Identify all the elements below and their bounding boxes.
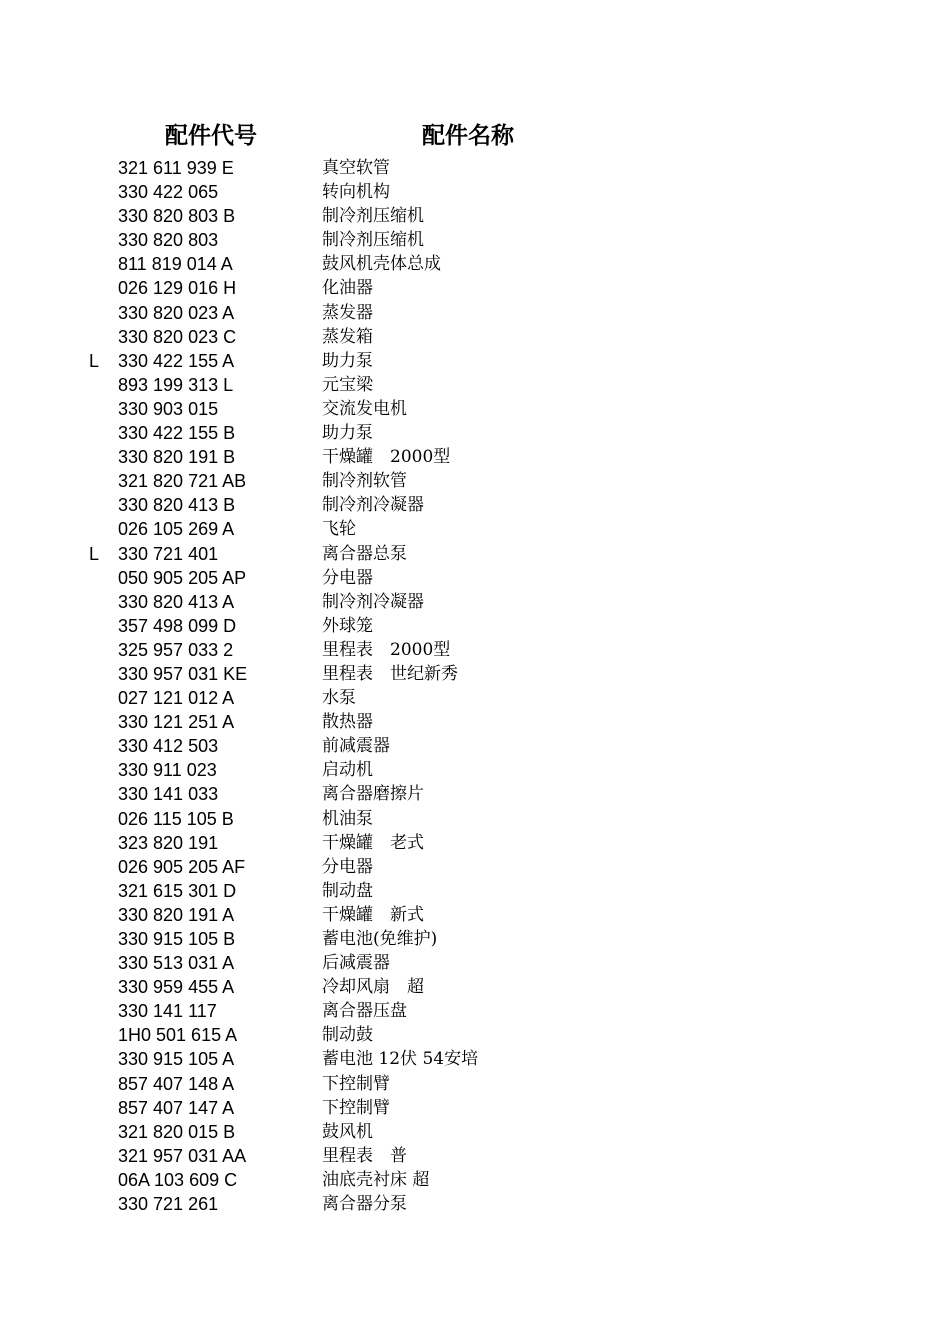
part-name: 助力泵 <box>322 350 373 371</box>
part-name: 干燥罐 2000型 <box>322 447 451 468</box>
table-row <box>0 517 950 541</box>
part-code: 857 407 148 A <box>118 1073 235 1094</box>
table-row <box>0 951 950 975</box>
part-code: 027 121 012 A <box>118 688 235 709</box>
table-row <box>0 1192 950 1216</box>
table-row <box>0 276 950 300</box>
table-row <box>0 1047 950 1071</box>
part-name: 前减震器 <box>322 736 390 757</box>
table-row <box>0 903 950 927</box>
part-code: 330 121 251 A <box>118 712 235 733</box>
part-name: 真空软管 <box>322 158 390 178</box>
part-name: 转向机构 <box>322 182 390 203</box>
part-code: 321 820 721 AB <box>118 471 247 492</box>
part-name: 里程表 普 <box>322 1145 407 1166</box>
table-row <box>0 566 950 590</box>
table-row <box>0 1096 950 1120</box>
part-code: 330 820 191 A <box>118 904 235 925</box>
part-name: 制冷剂压缩机 <box>322 206 424 227</box>
part-name: 制冷剂冷凝器 <box>322 495 424 516</box>
part-name: 化油器 <box>322 278 373 299</box>
part-name: 机油泵 <box>322 808 373 829</box>
part-code: 330 820 803 <box>118 230 219 251</box>
table-row <box>0 782 950 806</box>
part-code: 321 957 031 AA <box>118 1145 247 1166</box>
table-row <box>0 710 950 734</box>
part-code: 811 819 014 A <box>118 254 233 275</box>
row-flag: L <box>89 543 100 564</box>
part-code: 330 959 455 A <box>118 977 235 998</box>
part-code: 893 199 313 L <box>118 374 234 395</box>
part-name: 水泵 <box>322 688 356 709</box>
part-name: 飞轮 <box>322 519 356 540</box>
header-part-code: 配件代号 <box>165 123 257 149</box>
part-name: 制动鼓 <box>322 1025 373 1046</box>
part-code: 1H0 501 615 A <box>118 1025 238 1046</box>
table-row <box>0 927 950 951</box>
part-code: 330 513 031 A <box>118 953 235 974</box>
part-name: 蓄电池(免维护) <box>322 929 438 949</box>
table-row <box>0 349 950 373</box>
part-name: 干燥罐 老式 <box>322 832 424 853</box>
table-row <box>0 638 950 662</box>
part-code: 857 407 147 A <box>118 1097 235 1118</box>
part-name: 下控制臂 <box>322 1097 390 1118</box>
part-code: 321 611 939 E <box>118 158 234 178</box>
table-row <box>0 1023 950 1047</box>
part-name: 制动盘 <box>322 880 373 901</box>
table-row <box>0 252 950 276</box>
part-code: 357 498 099 D <box>118 615 237 636</box>
table-row <box>0 975 950 999</box>
table-row <box>0 807 950 831</box>
part-code: 330 422 155 B <box>118 423 236 444</box>
table-row <box>0 469 950 493</box>
table-row <box>0 999 950 1023</box>
table-row <box>0 180 950 204</box>
part-name: 里程表 2000型 <box>322 639 451 660</box>
part-code: 026 905 205 AF <box>118 856 246 877</box>
part-code: 026 129 016 H <box>118 278 237 299</box>
part-code: 330 820 803 B <box>118 206 236 227</box>
table-row <box>0 831 950 855</box>
table-row <box>0 1072 950 1096</box>
part-code: 330 412 503 <box>118 736 219 757</box>
part-name: 制冷剂软管 <box>322 471 407 492</box>
table-row <box>0 686 950 710</box>
part-code: 330 820 191 B <box>118 447 236 468</box>
table-row <box>0 445 950 469</box>
part-code: 050 905 205 AP <box>118 567 247 588</box>
part-code: 330 141 117 <box>118 1001 217 1022</box>
part-name: 散热器 <box>322 712 373 733</box>
part-code: 026 115 105 B <box>118 808 234 829</box>
part-name: 冷却风扇 超 <box>322 977 424 998</box>
part-name: 干燥罐 新式 <box>322 904 424 925</box>
table-row <box>0 204 950 228</box>
part-name: 助力泵 <box>322 423 373 444</box>
table-row <box>0 879 950 903</box>
part-name: 离合器总泵 <box>322 543 407 564</box>
part-code: 330 957 031 KE <box>118 663 248 684</box>
part-name: 离合器分泵 <box>322 1194 407 1215</box>
table-row <box>0 325 950 349</box>
part-name: 启动机 <box>322 760 373 781</box>
table-row <box>0 493 950 517</box>
part-code: 330 721 261 <box>118 1194 219 1215</box>
part-code: 330 820 413 B <box>118 495 236 516</box>
table-row <box>0 734 950 758</box>
part-code: 330 422 155 A <box>118 350 235 371</box>
part-name: 分电器 <box>322 856 373 877</box>
part-code: 330 820 023 A <box>118 302 235 323</box>
part-name: 外球笼 <box>322 615 373 636</box>
part-code: 330 141 033 <box>118 784 219 805</box>
part-code: 330 911 023 <box>118 760 217 781</box>
part-code: 321 820 015 B <box>118 1121 236 1142</box>
table-row <box>0 758 950 782</box>
part-code: 026 105 269 A <box>118 519 235 540</box>
row-flag: L <box>89 350 100 371</box>
part-name: 后减震器 <box>322 953 390 974</box>
part-name: 制冷剂压缩机 <box>322 230 424 251</box>
part-name: 交流发电机 <box>322 398 407 419</box>
table-row <box>0 614 950 638</box>
part-code: 325 957 033 2 <box>118 639 234 660</box>
part-name: 鼓风机 <box>322 1121 373 1142</box>
part-name: 里程表 世纪新秀 <box>322 663 458 684</box>
table-row <box>0 301 950 325</box>
part-code: 330 422 065 <box>118 182 219 203</box>
part-name: 鼓风机壳体总成 <box>322 254 441 275</box>
part-name: 分电器 <box>322 567 373 588</box>
part-code: 323 820 191 <box>118 832 219 853</box>
table-row <box>0 156 950 180</box>
header-part-name: 配件名称 <box>422 123 514 149</box>
parts-list <box>0 156 950 1216</box>
part-name: 离合器磨擦片 <box>322 784 424 805</box>
table-row <box>0 228 950 252</box>
part-name: 蓄电池 12伏 54安培 <box>322 1049 479 1070</box>
table-row <box>0 421 950 445</box>
table-row <box>0 1168 950 1192</box>
part-code: 330 915 105 B <box>118 929 236 949</box>
part-name: 离合器压盘 <box>322 1001 407 1022</box>
part-code: 330 721 401 <box>118 543 219 564</box>
part-name: 制冷剂冷凝器 <box>322 591 424 612</box>
part-code: 330 915 105 A <box>118 1049 235 1070</box>
part-name: 下控制臂 <box>322 1073 390 1094</box>
part-name: 元宝梁 <box>322 374 373 395</box>
part-code: 330 820 413 A <box>118 591 235 612</box>
table-row <box>0 662 950 686</box>
table-row <box>0 855 950 879</box>
part-code: 330 820 023 C <box>118 326 237 347</box>
table-row <box>0 373 950 397</box>
table-row <box>0 542 950 566</box>
part-name: 蒸发器 <box>322 302 373 323</box>
table-row <box>0 1120 950 1144</box>
part-code: 321 615 301 D <box>118 880 237 901</box>
table-row <box>0 397 950 421</box>
part-code: 330 903 015 <box>118 398 219 419</box>
part-code: 06A 103 609 C <box>118 1169 238 1190</box>
part-name: 蒸发箱 <box>322 326 373 347</box>
table-row <box>0 590 950 614</box>
part-name: 油底壳衬床 超 <box>322 1169 430 1190</box>
table-row <box>0 1144 950 1168</box>
